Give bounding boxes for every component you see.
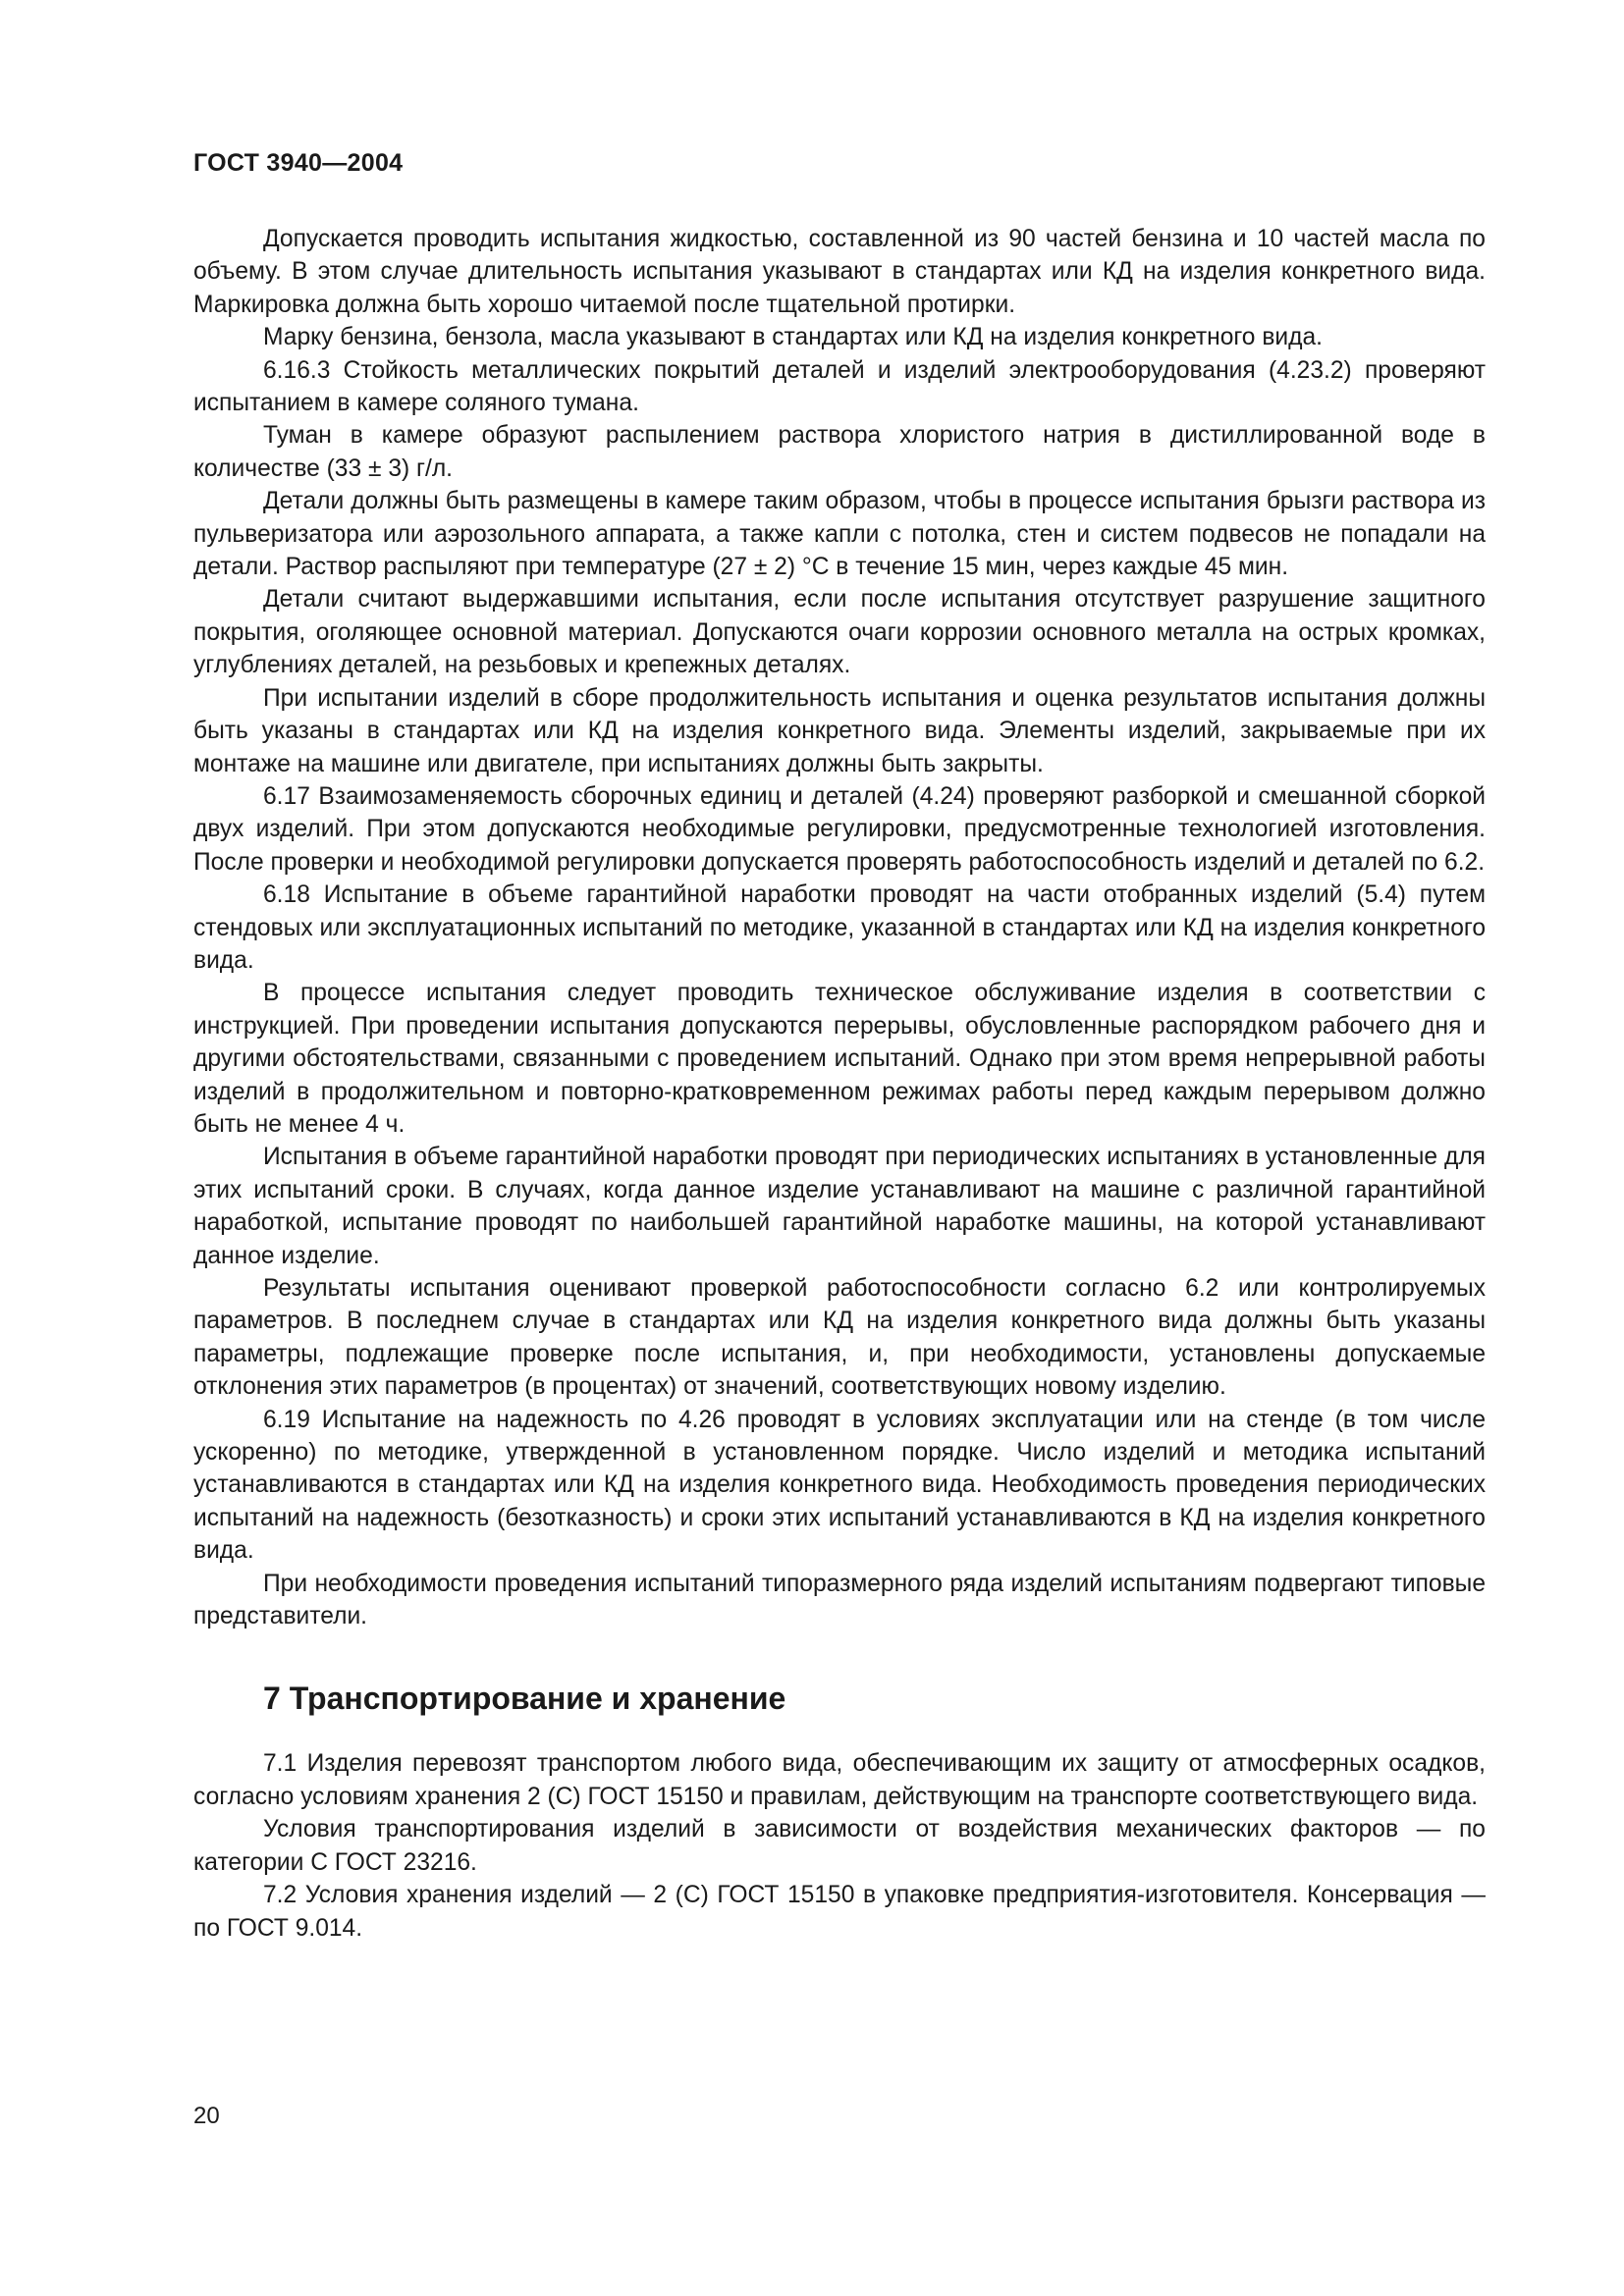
paragraph: В процессе испытания следует проводить техническое обслуживание изделия в соответствии с инструкцией. При проведении испытания допускаются перерывы, обусловленные распорядком рабочего дня и другими обстоятельствами, связанными с проведением испытаний. Однако при этом время непрерывной работы изделий в продолжительном и повторно-кратковременном режимах работы перед каждым перерывом должно быть не менее 4 ч.: [193, 980, 1486, 1138]
paragraph: 6.17 Взаимозаменяемость сборочных единиц и деталей (4.24) проверяют разборкой и смешанной сборкой двух изделий. При этом допускаются необходимые регулировки, предусмотренные технологией изготовления. После проверки и необходимой регулировки допускается проверять работоспособность изделий и деталей по 6.2.: [193, 782, 1486, 876]
paragraph: Марку бензина, бензола, масла указывают в стандартах или КД на изделия конкретного вида.: [263, 324, 1323, 351]
paragraph: 7.2 Условия хранения изделий — 2 (С) ГОСТ 15150 в упаковке предприятия-изготовителя. Консервация — по ГОСТ 9.014.: [193, 1882, 1486, 1942]
paragraph: При испытании изделий в сборе продолжительность испытания и оценка результатов испытания должны быть указаны в стандартах или КД на изделия конкретного вида. Элементы изделий, закрываемые при их монтаже на машине или двигателе, при испытаниях должны быть закрыты.: [193, 684, 1486, 777]
document-header: ГОСТ 3940—2004: [193, 149, 404, 177]
paragraph: Испытания в объеме гарантийной наработки проводят при периодических испытаниях в установленные для этих испытаний сроки. В случаях, когда данное изделие устанавливают на машине с различной гарантийной наработкой, испытание проводят по наибольшей гарантийной наработке машины, на которой устанавливают данное изделие.: [193, 1144, 1486, 1269]
paragraph: Детали считают выдержавшими испытания, если после испытания отсутствует разрушение защитного покрытия, оголяющее основной материал. Допускаются очаги коррозии основного металла на острых кромках, углублениях деталей, на резьбовых и крепежных деталях.: [193, 586, 1486, 679]
paragraph: При необходимости проведения испытаний типоразмерного ряда изделий испытаниям подвергают типовые представители.: [193, 1570, 1486, 1630]
paragraph: 6.16.3 Стойкость металлических покрытий деталей и изделий электрооборудования (4.23.2) проверяют испытанием в камере соляного тумана.: [193, 356, 1486, 417]
paragraph: 6.18 Испытание в объеме гарантийной наработки проводят на части отобранных изделий (5.4) путем стендовых или эксплуатационных испытаний по методике, указанной в стандартах или КД на изделия конкретного вида.: [193, 881, 1486, 974]
paragraph: Допускается проводить испытания жидкостью, составленной из 90 частей бензина и 10 частей масла по объему. В этом случае длительность испытания указывают в стандартах или КД на изделия конкретного вида. Маркировка должна быть хорошо читаемой после тщательной протирки.: [193, 226, 1486, 318]
page-number: 20: [193, 2103, 220, 2129]
paragraph: 6.19 Испытание на надежность по 4.26 проводят в условиях эксплуатации или на стенде (в том числе ускоренно) по методике, утвержденной в установленном порядке. Число изделий и методика испытаний устанавливаются в стандартах или КД на изделия конкретного вида. Необходимость проведения периодических испытаний на надежность (безотказность) и сроки этих испытаний устанавливаются в КД на изделия конкретного вида.: [193, 1406, 1486, 1565]
paragraph: Туман в камере образуют распылением раствора хлористого натрия в дистиллированной воде в количестве (33 ± 3) г/л.: [193, 422, 1486, 482]
paragraph: Детали должны быть размещены в камере таким образом, чтобы в процессе испытания брызги раствора из пульверизатора или аэрозольного аппарата, а также капли с потолка, стен и систем подвесов не попадали на детали. Раствор распыляют при температуре (27 ± 2) °С в течение 15 мин, через каждые 45 мин.: [193, 488, 1486, 581]
paragraph: Условия транспортирования изделий в зависимости от воздействия механических факторов — по категории С ГОСТ 23216.: [193, 1816, 1486, 1876]
section-heading: 7 Транспортирование и хранение: [263, 1681, 786, 1717]
paragraph: Результаты испытания оценивают проверкой работоспособности согласно 6.2 или контролируемых параметров. В последнем случае в стандартах или КД на изделия конкретного вида должны быть указаны параметры, подлежащие проверке после испытания, и, при необходимости, установлены допускаемые отклонения этих параметров (в процентах) от значений, соответствующих новому изделию.: [193, 1275, 1486, 1401]
paragraph: 7.1 Изделия перевозят транспортом любого вида, обеспечивающим их защиту от атмосферных осадков, согласно условиям хранения 2 (С) ГОСТ 15150 и правилам, действующим на транспорте соответствующего вида.: [193, 1750, 1486, 1810]
document-body: [193, 223, 1486, 1945]
